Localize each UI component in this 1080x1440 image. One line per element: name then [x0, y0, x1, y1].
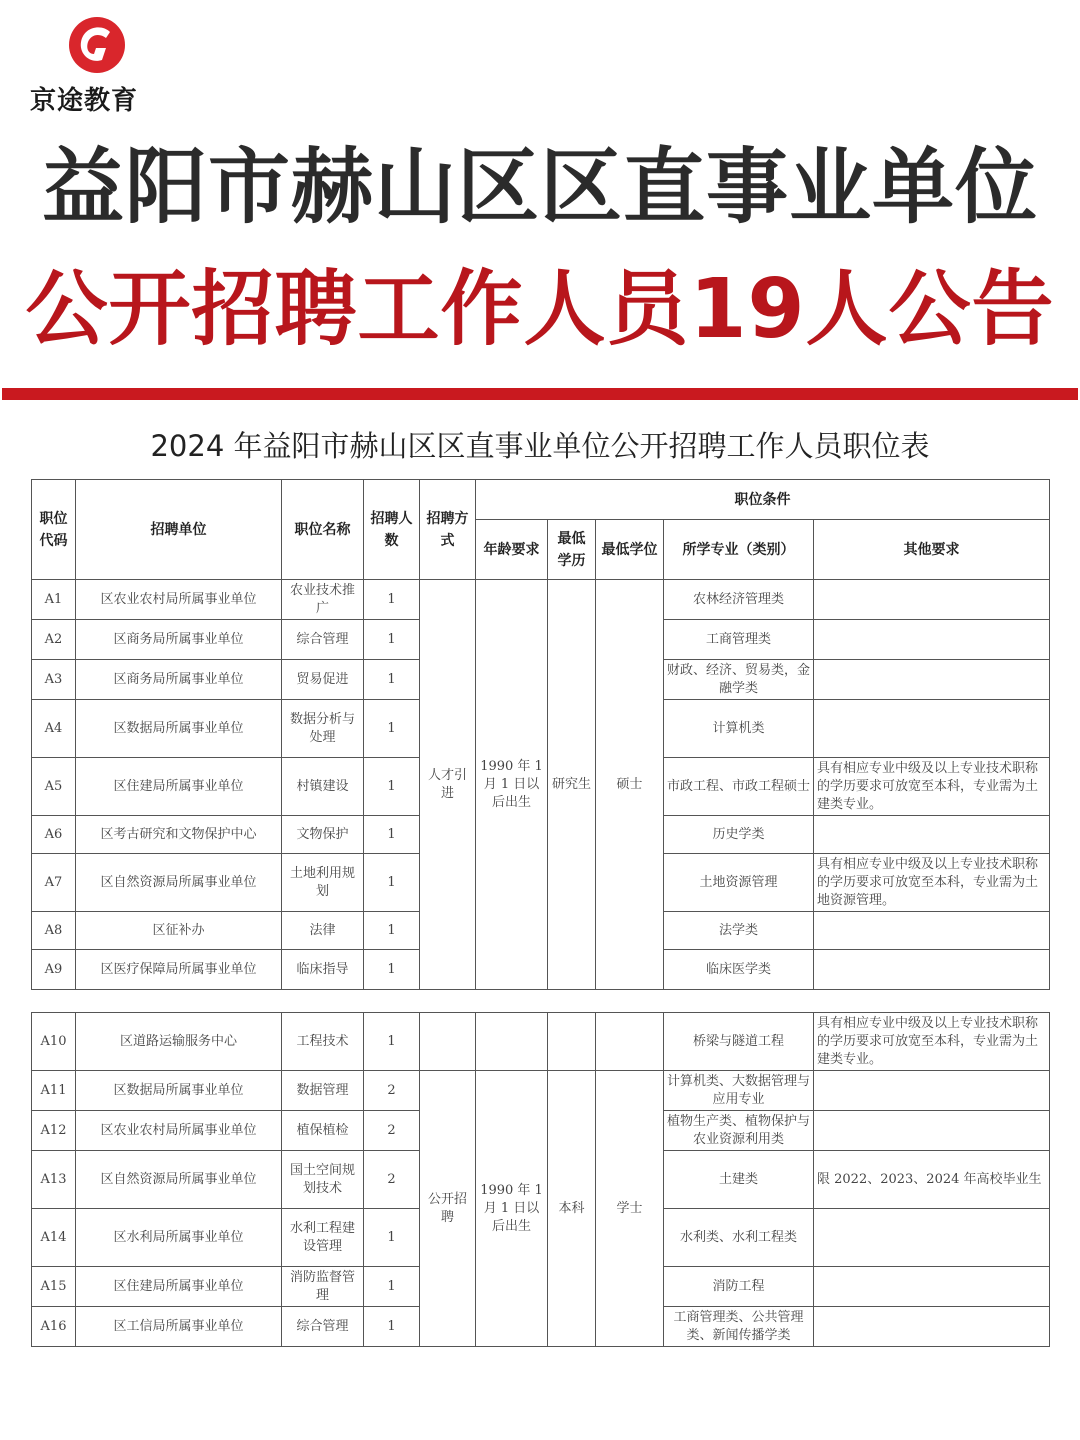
cell-unit: 区考古研究和文物保护中心	[76, 816, 282, 854]
cell-count: 1	[364, 620, 420, 660]
title-divider	[2, 388, 1078, 400]
cell-unit: 区自然资源局所属事业单位	[76, 854, 282, 912]
cell-major: 桥梁与隧道工程	[664, 1013, 814, 1071]
cell-other: 具有相应专业中级及以上专业技术职称的学历要求可放宽至本科，专业需为土地资源管理。	[814, 854, 1050, 912]
cell-count: 1	[364, 580, 420, 620]
cell-empty	[596, 1013, 664, 1071]
cell-code: A13	[32, 1151, 76, 1209]
cell-count: 1	[364, 700, 420, 758]
cell-major: 财政、经济、贸易类，金融学类	[664, 660, 814, 700]
cell-count: 1	[364, 758, 420, 816]
cell-other	[814, 700, 1050, 758]
cell-count: 1	[364, 816, 420, 854]
cell-other	[814, 1071, 1050, 1111]
cell-unit: 区征补办	[76, 912, 282, 950]
cell-count: 1	[364, 1307, 420, 1347]
cell-major: 法学类	[664, 912, 814, 950]
cell-count: 1	[364, 950, 420, 990]
cell-other	[814, 1209, 1050, 1267]
cell-position: 数据分析与处理	[282, 700, 364, 758]
cell-degree: 硕士	[596, 580, 664, 990]
cell-empty	[548, 1013, 596, 1071]
cell-unit: 区农业农村局所属事业单位	[76, 1111, 282, 1151]
cell-code: A11	[32, 1071, 76, 1111]
header-position: 职位名称	[282, 480, 364, 580]
cell-position: 水利工程建设管理	[282, 1209, 364, 1267]
cell-position: 综合管理	[282, 1307, 364, 1347]
cell-position: 植保植检	[282, 1111, 364, 1151]
cell-code: A12	[32, 1111, 76, 1151]
cell-major: 历史学类	[664, 816, 814, 854]
cell-other	[814, 1111, 1050, 1151]
cell-other	[814, 950, 1050, 990]
cell-age: 1990 年 1 月 1 日以后出生	[476, 1071, 548, 1347]
cell-major: 消防工程	[664, 1267, 814, 1307]
header-unit: 招聘单位	[76, 480, 282, 580]
cell-unit: 区道路运输服务中心	[76, 1013, 282, 1071]
cell-code: A15	[32, 1267, 76, 1307]
cell-other	[814, 1267, 1050, 1307]
cell-other	[814, 816, 1050, 854]
cell-other: 限 2022、2023、2024 年高校毕业生	[814, 1151, 1050, 1209]
positions-table-2	[31, 1012, 1050, 1347]
table-row	[32, 1071, 1050, 1111]
cell-position: 土地利用规划	[282, 854, 364, 912]
cell-code: A14	[32, 1209, 76, 1267]
cell-unit: 区数据局所属事业单位	[76, 700, 282, 758]
cell-empty	[420, 1013, 476, 1071]
cell-unit: 区住建局所属事业单位	[76, 758, 282, 816]
cell-code: A6	[32, 816, 76, 854]
cell-other	[814, 912, 1050, 950]
cell-position: 工程技术	[282, 1013, 364, 1071]
cell-other	[814, 620, 1050, 660]
cell-code: A16	[32, 1307, 76, 1347]
cell-major: 土地资源管理	[664, 854, 814, 912]
cell-position: 国土空间规划技术	[282, 1151, 364, 1209]
table-title: 2024 年益阳市赫山区区直事业单位公开招聘工作人员职位表	[150, 429, 930, 463]
cell-major: 植物生产类、植物保护与农业资源利用类	[664, 1111, 814, 1151]
cell-count: 1	[364, 1209, 420, 1267]
cell-unit: 区医疗保障局所属事业单位	[76, 950, 282, 990]
cell-code: A3	[32, 660, 76, 700]
cell-age: 1990 年 1 月 1 日以后出生	[476, 580, 548, 990]
table-row	[32, 580, 1050, 620]
cell-major: 水利类、水利工程类	[664, 1209, 814, 1267]
cell-position: 农业技术推广	[282, 580, 364, 620]
brand-name: 京途教育	[30, 86, 139, 116]
cell-code: A1	[32, 580, 76, 620]
cell-other	[814, 660, 1050, 700]
cell-count: 2	[364, 1151, 420, 1209]
cell-unit: 区自然资源局所属事业单位	[76, 1151, 282, 1209]
cell-count: 2	[364, 1071, 420, 1111]
cell-unit: 区住建局所属事业单位	[76, 1267, 282, 1307]
cell-position: 临床指导	[282, 950, 364, 990]
cell-count: 1	[364, 660, 420, 700]
cell-position: 法律	[282, 912, 364, 950]
brand-logo-icon	[66, 14, 128, 76]
cell-degree: 学士	[596, 1071, 664, 1347]
cell-position: 数据管理	[282, 1071, 364, 1111]
cell-major: 临床医学类	[664, 950, 814, 990]
cell-unit: 区水利局所属事业单位	[76, 1209, 282, 1267]
cell-code: A8	[32, 912, 76, 950]
header-code: 职位代码	[32, 480, 76, 580]
page-title-line2: 公开招聘工作人员19人公告	[25, 262, 1055, 357]
cell-position: 贸易促进	[282, 660, 364, 700]
cell-code: A10	[32, 1013, 76, 1071]
cell-other: 具有相应专业中级及以上专业技术职称的学历要求可放宽至本科，专业需为土建类专业。	[814, 1013, 1050, 1071]
cell-count: 1	[364, 912, 420, 950]
cell-unit: 区商务局所属事业单位	[76, 620, 282, 660]
cell-other: 具有相应专业中级及以上专业技术职称的学历要求可放宽至本科，专业需为土建类专业。	[814, 758, 1050, 816]
header-age: 年龄要求	[476, 520, 548, 580]
cell-unit: 区农业农村局所属事业单位	[76, 580, 282, 620]
cell-other	[814, 1307, 1050, 1347]
cell-major: 工商管理类	[664, 620, 814, 660]
page-title-line1: 益阳市赫山区区直事业单位	[41, 140, 1038, 235]
brand-logo	[28, 10, 168, 116]
header-edu: 最低学历	[548, 520, 596, 580]
cell-position: 消防监督管理	[282, 1267, 364, 1307]
header-conditions: 职位条件	[476, 480, 1050, 520]
header-other: 其他要求	[814, 520, 1050, 580]
cell-edu: 研究生	[548, 580, 596, 990]
cell-code: A2	[32, 620, 76, 660]
cell-major: 计算机类、大数据管理与应用专业	[664, 1071, 814, 1111]
cell-major: 计算机类	[664, 700, 814, 758]
cell-method: 公开招聘	[420, 1071, 476, 1347]
positions-table-1	[31, 479, 1050, 990]
header-major: 所学专业（类别）	[664, 520, 814, 580]
cell-unit: 区商务局所属事业单位	[76, 660, 282, 700]
cell-empty	[476, 1013, 548, 1071]
cell-code: A4	[32, 700, 76, 758]
cell-unit: 区数据局所属事业单位	[76, 1071, 282, 1111]
cell-edu: 本科	[548, 1071, 596, 1347]
cell-code: A5	[32, 758, 76, 816]
cell-position: 文物保护	[282, 816, 364, 854]
cell-method: 人才引进	[420, 580, 476, 990]
cell-other	[814, 580, 1050, 620]
cell-count: 1	[364, 1267, 420, 1307]
cell-count: 1	[364, 1013, 420, 1071]
cell-major: 市政工程、市政工程硕士	[664, 758, 814, 816]
header-degree: 最低学位	[596, 520, 664, 580]
header-count: 招聘人数	[364, 480, 420, 580]
cell-count: 2	[364, 1111, 420, 1151]
cell-position: 村镇建设	[282, 758, 364, 816]
cell-position: 综合管理	[282, 620, 364, 660]
cell-count: 1	[364, 854, 420, 912]
cell-major: 工商管理类、公共管理类、新闻传播学类	[664, 1307, 814, 1347]
table-row	[32, 1013, 1050, 1071]
cell-code: A7	[32, 854, 76, 912]
cell-unit: 区工信局所属事业单位	[76, 1307, 282, 1347]
cell-code: A9	[32, 950, 76, 990]
cell-major: 农林经济管理类	[664, 580, 814, 620]
header-method: 招聘方式	[420, 480, 476, 580]
cell-major: 土建类	[664, 1151, 814, 1209]
